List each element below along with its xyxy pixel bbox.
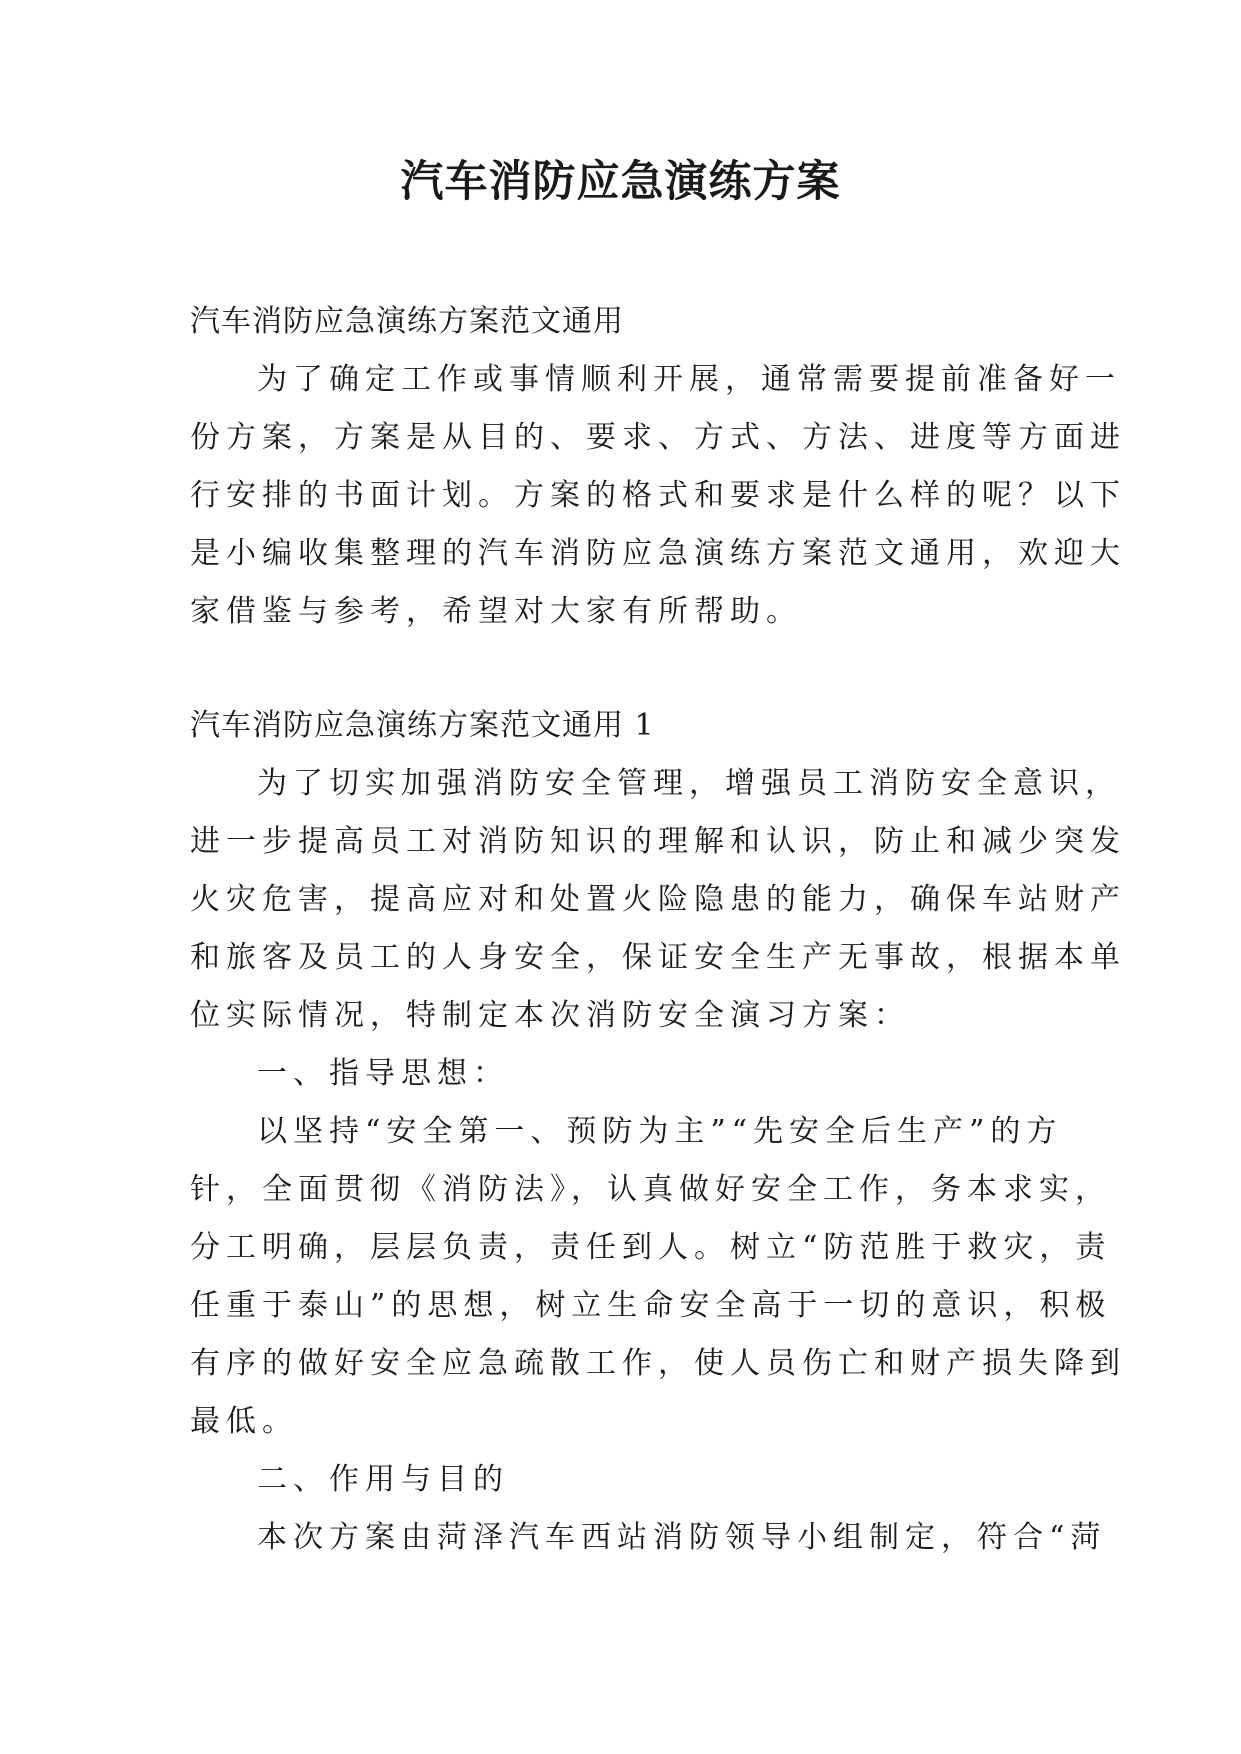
paragraph-line: 家借鉴与参考，希望对大家有所帮助。 <box>190 594 802 629</box>
subsection-heading: 一、指导思想： <box>257 1056 509 1091</box>
document-title: 汽车消防应急演练方案 <box>400 157 841 207</box>
section-heading: 汽车消防应急演练方案范文通用 1 <box>190 708 655 743</box>
paragraph-line: 为了确定工作或事情顺利开展，通常需要提前准备好一 <box>257 362 1121 397</box>
paragraph-line: 任重于泰山”的思想，树立生命安全高于一切的意识，积极 <box>190 1288 1112 1323</box>
paragraph-line: 以坚持“安全第一、预防为主”“先安全后生产”的方 <box>257 1114 1063 1149</box>
document-body <box>190 293 1126 1567</box>
paragraph-line: 最低。 <box>190 1404 298 1439</box>
paragraph-line: 和旅客及员工的人身安全，保证安全生产无事故，根据本单 <box>190 940 1126 975</box>
paragraph-line: 位实际情况，特制定本次消防安全演习方案： <box>190 998 910 1033</box>
paragraph-line: 有序的做好安全应急疏散工作，使人员伤亡和财产损失降到 <box>190 1346 1126 1381</box>
paragraph-line: 进一步提高员工对消防知识的理解和认识，防止和减少突发 <box>190 824 1126 859</box>
paragraph-line: 火灾危害，提高应对和处置火险隐患的能力，确保车站财产 <box>190 882 1126 917</box>
paragraph-gap <box>190 641 1060 697</box>
paragraph-line: 份方案，方案是从目的、要求、方式、方法、进度等方面进 <box>190 420 1126 455</box>
subsection-heading: 二、作用与目的 <box>257 1462 509 1497</box>
paragraph-line: 行安排的书面计划。方案的格式和要求是什么样的呢？以下 <box>190 478 1126 513</box>
section-heading: 汽车消防应急演练方案范文通用 <box>190 304 624 339</box>
paragraph-line: 是小编收集整理的汽车消防应急演练方案范文通用，欢迎大 <box>190 536 1126 571</box>
paragraph-line: 本次方案由菏泽汽车西站消防领导小组制定，符合“菏 <box>257 1520 1107 1555</box>
paragraph-line: 为了切实加强消防安全管理，增强员工消防安全意识， <box>257 766 1121 801</box>
paragraph-line: 针，全面贯彻《消防法》，认真做好安全工作，务本求实， <box>190 1172 1111 1207</box>
paragraph-line: 分工明确，层层负责，责任到人。树立“防范胜于救灾，责 <box>190 1230 1112 1265</box>
